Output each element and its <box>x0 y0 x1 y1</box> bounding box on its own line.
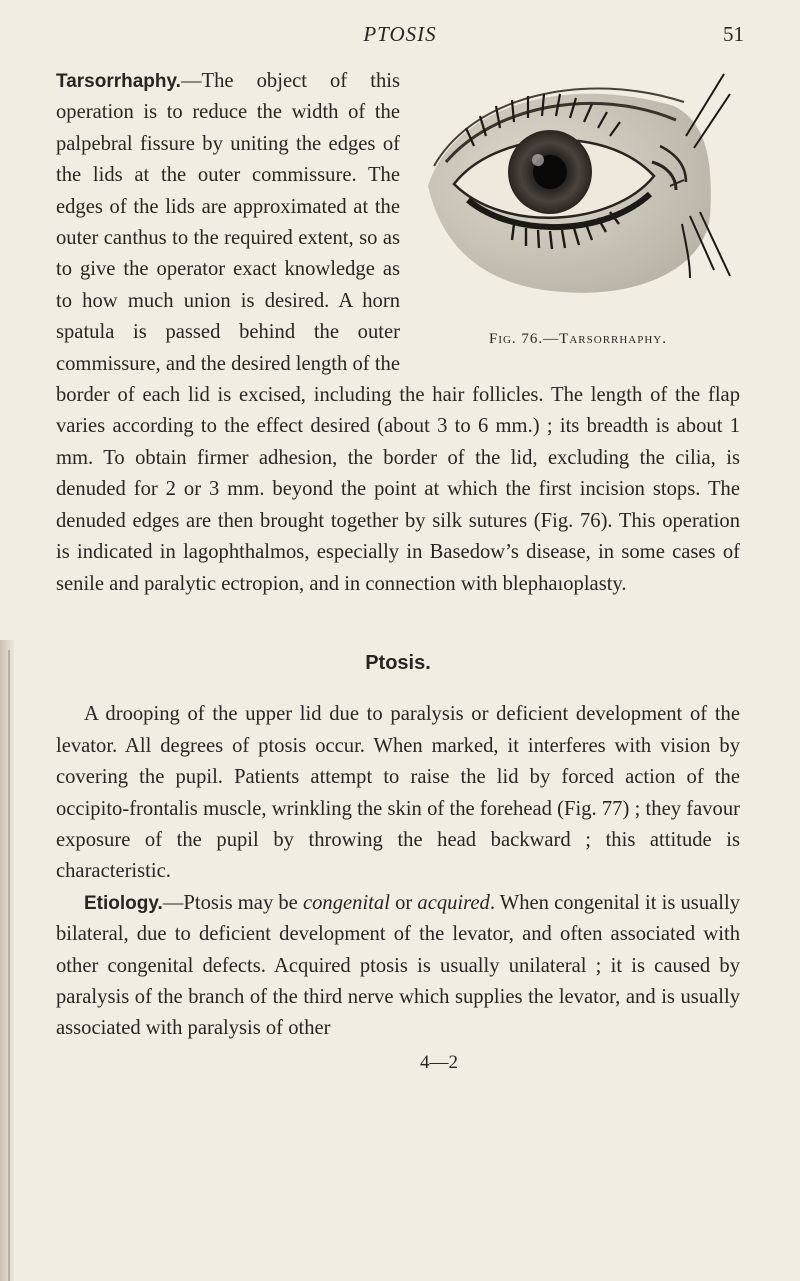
etiology-congenital: congenital <box>302 891 390 914</box>
etiology-text-3: . When congenital it is usually bilateral, due to deficient development of the levator, and often associated with other congenital defects. Acquired ptosis is usually unilateral ; it is caused by paralysis of the branch of the third nerve which supplies the levator, and is usually associated with paralysis of other <box>56 891 740 1040</box>
figure-76 <box>408 66 740 356</box>
etiology-text-1: —Ptosis may be <box>162 891 303 914</box>
signature-mark: 4—2 <box>420 1051 458 1073</box>
page-body <box>56 66 740 1078</box>
running-title: PTOSIS <box>363 22 437 46</box>
etiology-heading: Etiology. <box>84 892 163 914</box>
page-gutter-shadow <box>0 640 14 1281</box>
etiology-text-2: or <box>389 891 418 914</box>
binding-edge <box>8 650 10 1281</box>
eye-illustration-icon <box>414 66 740 316</box>
tarsorrhaphy-heading: Tarsorrhaphy. <box>56 71 181 92</box>
etiology-acquired: acquired <box>417 891 490 914</box>
running-head <box>0 22 800 52</box>
tarsorrhaphy-text: —The object of this operation is to reduce the width of the palpebral fissure by uniting the edges of the lids at the outer commissure. The edges of the lids are approximated at the outer canthus to the required extent, so as to give the operator exact knowledge as to how much union is desired. A horn spatula is passed behind the outer commissure, and the desired length of the border of each lid is excised, including the hair follicles. The length of the flap varies according to the effect desired (about 3 to 6 mm.) ; its breadth is about 1 mm. To obtain firmer adhesion, the border of the lid, excluding the cilia, is denuded for 2 or 3 mm. beyond the point at which the first incision stops. The denuded edges are then brought together by silk sutures (Fig. 76). This operation is indicated in lagophthalmos, especially in Basedow’s disease, in some cases of senile and paralytic ectropion, and in connection with blephaıoplasty. <box>56 70 740 595</box>
ptosis-paragraph: A drooping of the upper lid due to paralysis or deficient development of the levator. All degrees of ptosis occur. When marked, it interferes with vision by covering the pupil. Patients attempt to raise the lid by forced action of the occipito-frontalis muscle, wrinkling the skin of the forehead (Fig. 77) ; they favour exposure of the pupil by throwing the head backward ; this attitude is characteristic. <box>56 703 740 883</box>
page-number: 51 <box>723 22 744 46</box>
ptosis-heading: Ptosis. <box>365 651 431 674</box>
figure-caption: Fig. 76.—Tarsorrhaphy. <box>488 331 668 347</box>
etiology-paragraph <box>56 888 740 1045</box>
